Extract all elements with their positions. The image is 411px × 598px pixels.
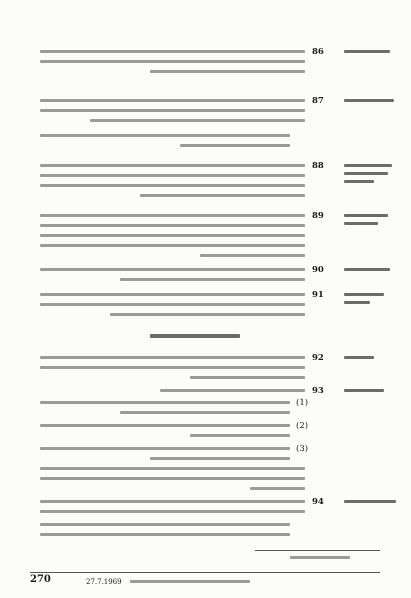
footer-rule	[30, 572, 380, 573]
publication-date: 27.7.1969	[86, 578, 122, 586]
subitem-number: (1)	[296, 398, 309, 408]
margin-heading	[344, 222, 378, 225]
margin-heading	[344, 99, 394, 102]
subitem-number: (2)	[296, 421, 309, 431]
margin-heading	[344, 214, 388, 217]
section-number: 88	[312, 161, 324, 171]
margin-heading	[344, 356, 374, 359]
footnote-rule	[255, 550, 380, 551]
margin-heading	[344, 389, 384, 392]
margin-heading	[344, 293, 384, 296]
publication-footer-text	[130, 580, 250, 583]
section-number: 94	[312, 497, 324, 507]
footnote-text	[290, 556, 350, 559]
margin-heading	[344, 180, 374, 183]
section-number: 91	[312, 290, 324, 300]
section-number: 86	[312, 47, 324, 57]
section-number: 92	[312, 353, 324, 363]
subitem-number: (3)	[296, 444, 309, 454]
section-number: 90	[312, 265, 324, 275]
margin-heading	[344, 172, 388, 175]
chapter-heading	[150, 334, 240, 338]
margin-heading	[344, 268, 390, 271]
margin-heading	[344, 500, 396, 503]
margin-heading	[344, 164, 392, 167]
page-number: 270	[30, 574, 51, 585]
margin-heading	[344, 301, 370, 304]
section-number: 93	[312, 386, 324, 396]
margin-heading	[344, 50, 390, 53]
section-number: 87	[312, 96, 324, 106]
section-number: 89	[312, 211, 324, 221]
